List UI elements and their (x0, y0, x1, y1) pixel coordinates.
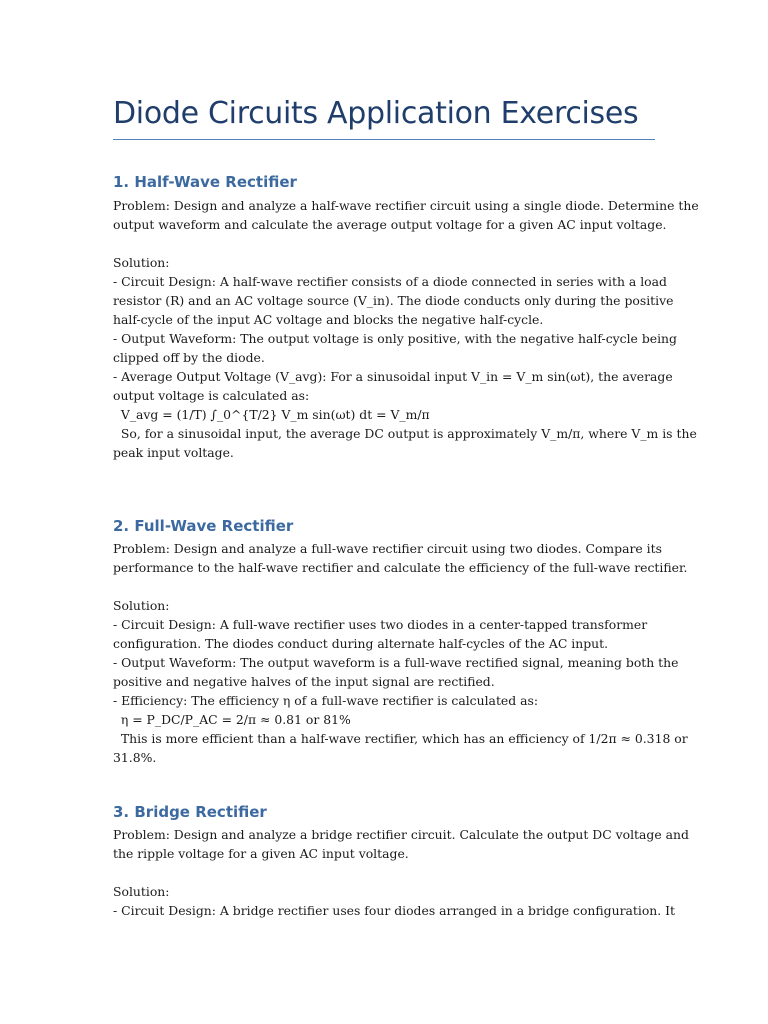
section-heading-full-wave: 2. Full-Wave Rectifier (113, 517, 294, 535)
paragraph-line: Solution: (113, 598, 170, 613)
paragraph-line: positive and negative halves of the input signal are rectified. (113, 674, 495, 689)
section-heading-bridge: 3. Bridge Rectifier (113, 803, 267, 821)
paragraph-line: Problem: Design and analyze a bridge rectifier circuit. Calculate the output DC voltage and (113, 827, 689, 842)
paragraph-line: output waveform and calculate the average output voltage for a given AC input voltage. (113, 217, 667, 232)
title-divider (113, 139, 655, 140)
paragraph-line: half-cycle of the input AC voltage and blocks the negative half-cycle. (113, 312, 544, 327)
paragraph-line: configuration. The diodes conduct during alternate half-cycles of the AC input. (113, 636, 609, 651)
section-heading-half-wave: 1. Half-Wave Rectifier (113, 173, 297, 191)
paragraph-line: peak input voltage. (113, 445, 234, 460)
document-title: Diode Circuits Application Exercises (113, 96, 639, 131)
paragraph-line: - Circuit Design: A half-wave rectifier consists of a diode connected in series with a load (113, 274, 667, 289)
paragraph-line: - Output Waveform: The output voltage is only positive, with the negative half-cycle being (113, 331, 677, 346)
paragraph-line: - Efficiency: The efficiency η of a full-wave rectifier is calculated as: (113, 693, 539, 708)
paragraph-line: clipped off by the diode. (113, 350, 265, 365)
paragraph-line: - Circuit Design: A full-wave rectifier uses two diodes in a center-tapped transformer (113, 617, 648, 632)
paragraph-line: resistor (R) and an AC voltage source (V_in). The diode conducts only during the positive (113, 293, 674, 308)
paragraph-line: - Average Output Voltage (V_avg): For a sinusoidal input V_in = V_m sin(ωt), the average (113, 369, 673, 384)
paragraph-line: This is more efficient than a half-wave rectifier, which has an efficiency of 1/2π ≈ 0.318 or (113, 731, 688, 746)
paragraph-line: Solution: (113, 255, 170, 270)
paragraph-line: 31.8%. (113, 750, 157, 765)
paragraph-line: Problem: Design and analyze a full-wave rectifier circuit using two diodes. Compare its (113, 541, 662, 556)
paragraph-line: - Output Waveform: The output waveform is a full-wave rectified signal, meaning both the (113, 655, 679, 670)
paragraph-line: output voltage is calculated as: (113, 388, 310, 403)
paragraph-line: performance to the half-wave rectifier and calculate the efficiency of the full-wave rectifier. (113, 560, 688, 575)
paragraph-line: - Circuit Design: A bridge rectifier uses four diodes arranged in a bridge configuration. It (113, 903, 676, 918)
paragraph-line: the ripple voltage for a given AC input voltage. (113, 846, 409, 861)
formula-line: V_avg = (1/T) ∫_0^{T/2} V_m sin(ωt) dt = V_m/π (113, 407, 430, 422)
paragraph-line: So, for a sinusoidal input, the average DC output is approximately V_m/π, where V_m is the (113, 426, 697, 441)
paragraph-line: Problem: Design and analyze a half-wave rectifier circuit using a single diode. Determine the (113, 198, 699, 213)
formula-line: η = P_DC/P_AC = 2/π ≈ 0.81 or 81% (113, 712, 351, 727)
paragraph-line: Solution: (113, 884, 170, 899)
